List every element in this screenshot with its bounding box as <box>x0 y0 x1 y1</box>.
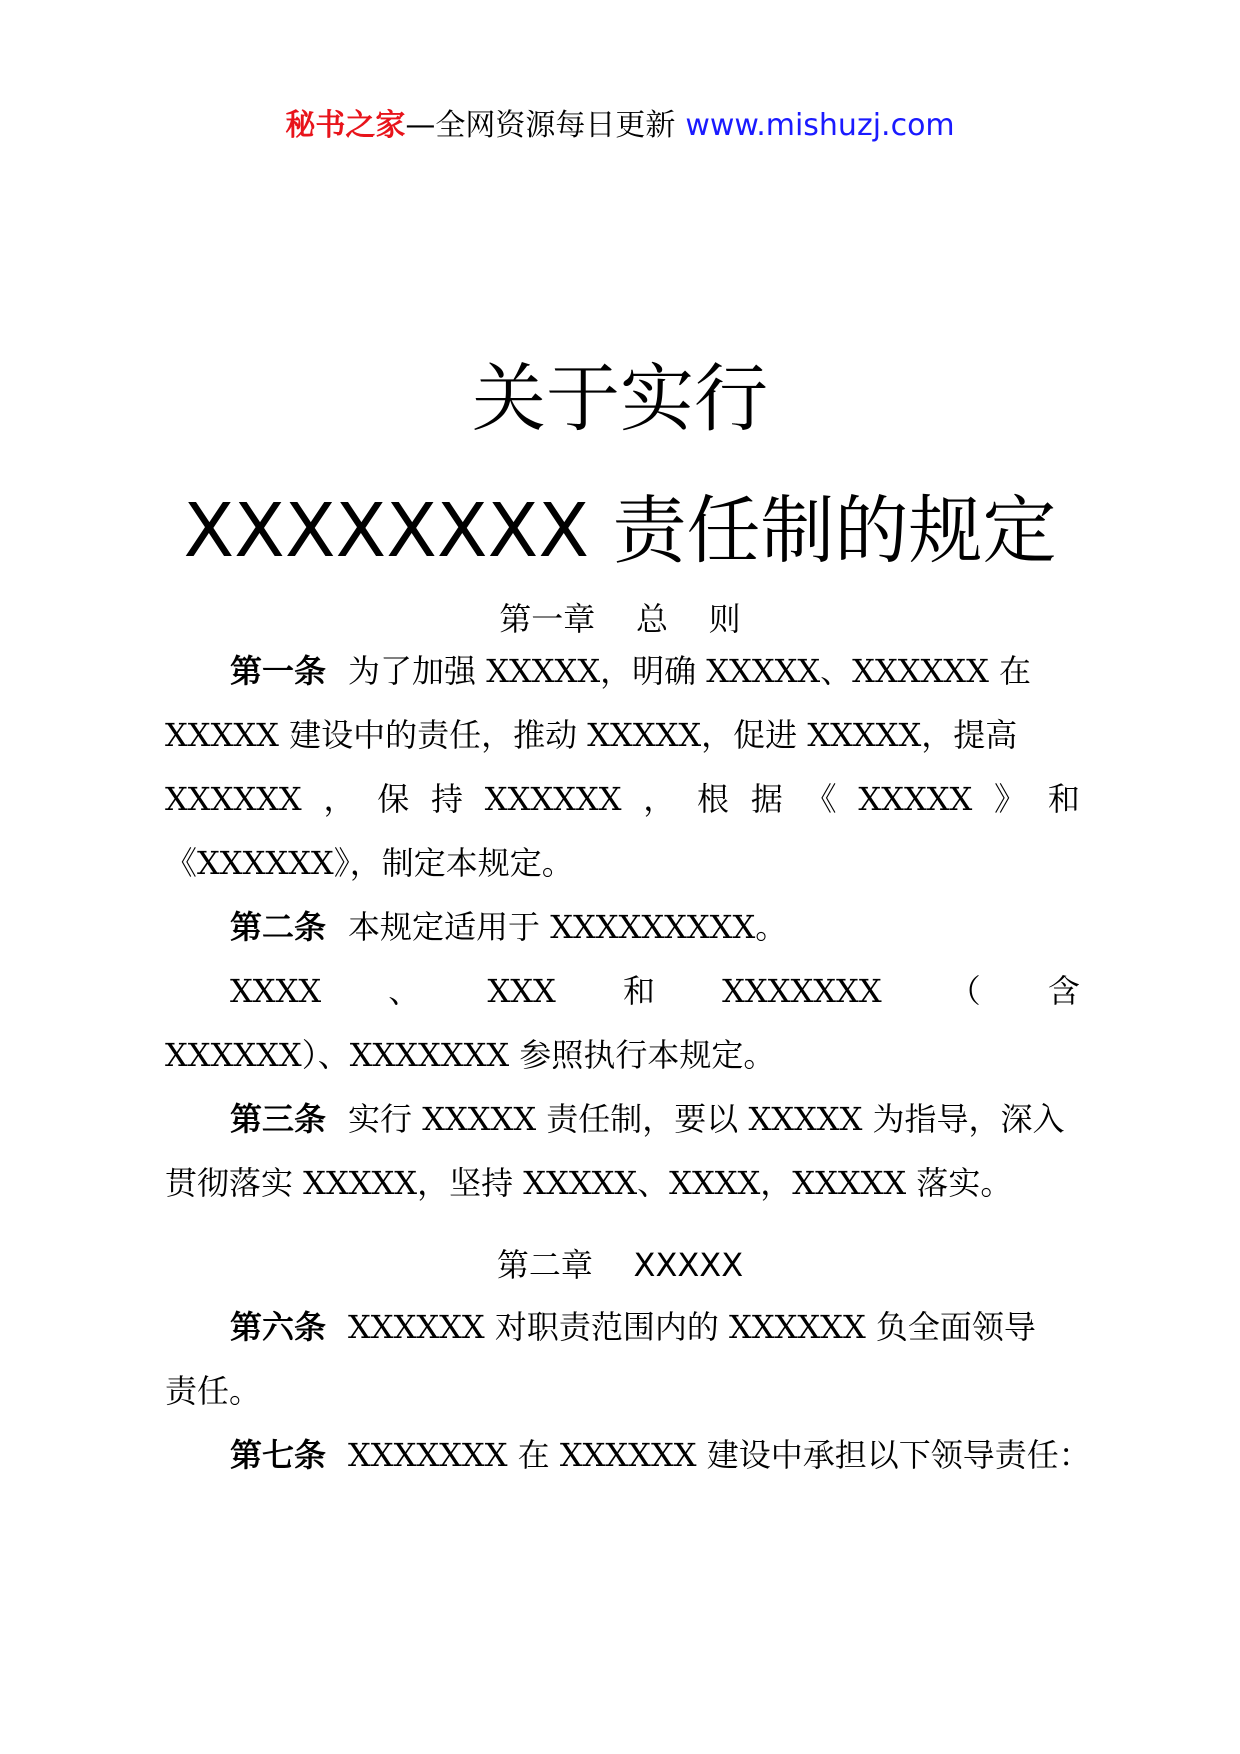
article-3-line-1 <box>230 1100 1080 1138</box>
article-1-line-3 <box>165 780 1080 818</box>
article-2-label: 第二条 <box>230 908 327 946</box>
article-3-text-1: 实行 XXXXX 责任制，要以 XXXXX 为指导，深入 <box>348 1100 1065 1138</box>
article-1-token: ， <box>643 780 676 818</box>
chapter-2-heading: 第二章 XXXXX <box>496 1246 744 1284</box>
article-2-line-1 <box>230 908 1080 946</box>
article-2-token: XXXX <box>230 972 322 1010</box>
article-2-line-3: XXXXXX）、XXXXXXX 参照执行本规定。 <box>165 1036 776 1074</box>
document-title-line-2: XXXXXXXX 责任制的规定 <box>183 488 1057 574</box>
article-7-label: 第七条 <box>230 1436 327 1474</box>
article-1-token: 据 <box>750 780 783 818</box>
article-2-token: 、 <box>388 972 421 1010</box>
article-2-line-2 <box>230 972 1080 1010</box>
article-6-text-1: XXXXXX 对职责范围内的 XXXXXX 负全面领导 <box>348 1308 1036 1346</box>
article-1-token: 《 <box>804 780 837 818</box>
article-1-token: XXXXXX <box>484 780 622 818</box>
article-1-token: 和 <box>1047 780 1080 818</box>
article-1-token: XXXXX <box>858 780 973 818</box>
article-6-line-1 <box>230 1308 1080 1346</box>
article-1-line-4: 《XXXXXX》，制定本规定。 <box>165 844 574 882</box>
article-6-label: 第六条 <box>230 1308 327 1346</box>
article-2-token: 和 <box>622 972 655 1010</box>
article-2-token: XXX <box>487 972 556 1010</box>
article-2-token: XXXXXXX <box>722 972 882 1010</box>
article-1-label: 第一条 <box>230 652 327 690</box>
site-tagline: —全网资源每日更新 <box>405 108 676 143</box>
article-3-line-2: 贯彻落实 XXXXX，坚持 XXXXX、XXXX，XXXXX 落实。 <box>165 1164 1013 1202</box>
article-1-token: XXXXXX <box>165 780 302 818</box>
article-1-line-2: XXXXX 建设中的责任，推动 XXXXX，促进 XXXXX，提高 <box>165 716 1018 754</box>
article-1-line-1 <box>230 652 1080 690</box>
article-2-text-1: 本规定适用于 XXXXXXXXX。 <box>348 908 788 946</box>
site-header <box>0 100 1240 144</box>
chapter-1-heading: 第一章 总 则 <box>499 600 741 638</box>
article-1-text-1: 为了加强 XXXXX，明确 XXXXX、XXXXXX 在 <box>348 652 1032 690</box>
article-7-line-1 <box>230 1436 1110 1474</box>
article-6-line-2: 责任。 <box>165 1372 262 1410</box>
article-1-token: 》 <box>994 780 1027 818</box>
article-7-text-1: XXXXXXX 在 XXXXXX 建设中承担以下领导责任： <box>348 1436 1091 1474</box>
article-2-token: （ <box>948 972 981 1010</box>
site-brand: 秘书之家 <box>285 108 406 143</box>
article-1-token: 持 <box>431 780 464 818</box>
article-1-token: 保 <box>377 780 410 818</box>
article-1-token: ， <box>323 780 356 818</box>
article-2-token: 含 <box>1047 972 1080 1010</box>
site-url-link[interactable]: www.mishuzj.com <box>685 108 955 143</box>
article-1-token: 根 <box>697 780 730 818</box>
article-3-label: 第三条 <box>230 1100 327 1138</box>
document-title-line-1: 关于实行 <box>472 356 768 442</box>
